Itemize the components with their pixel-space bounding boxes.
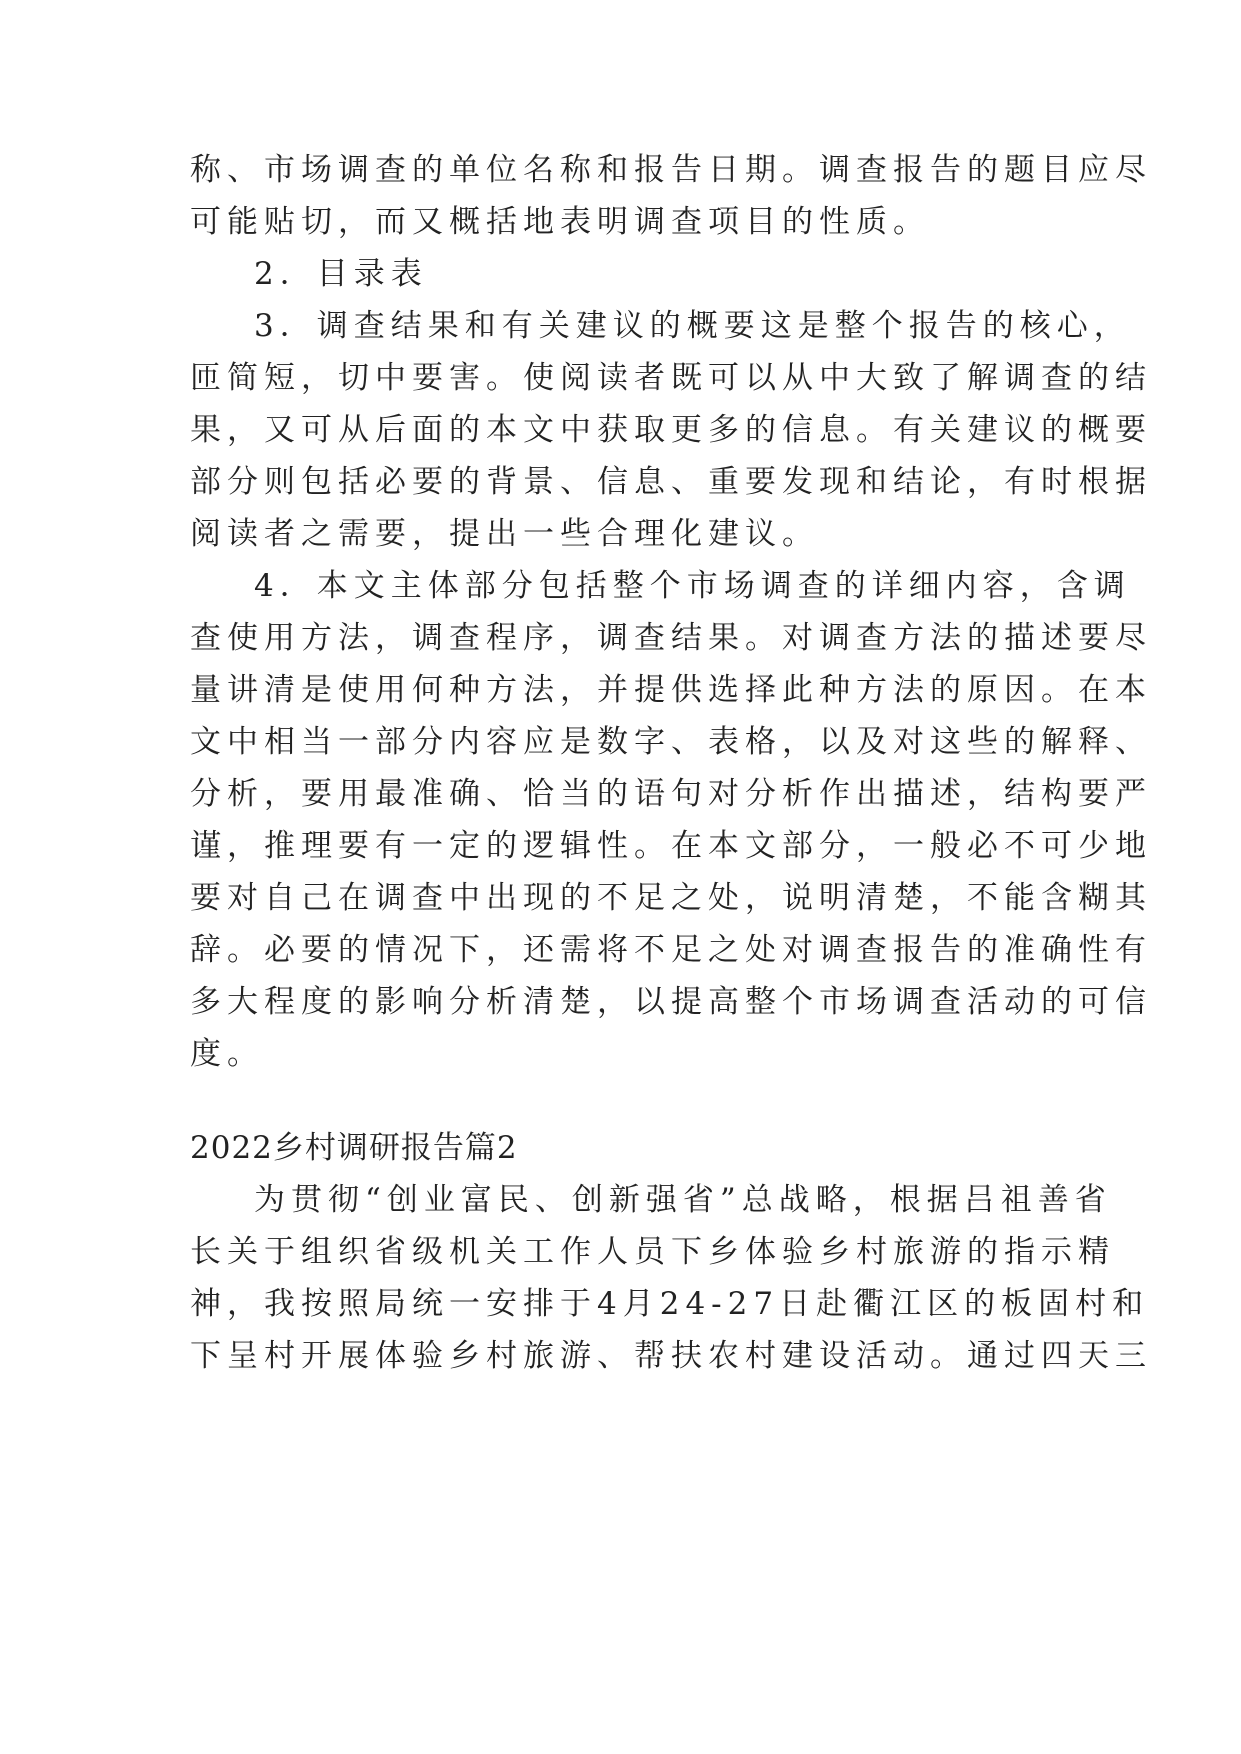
text-line: 多大程度的影响分析清楚，以提高整个市场调查活动的可信 [190, 984, 1152, 1020]
text-line: 量讲清是使用何种方法，并提供选择此种方法的原因。在本 [190, 672, 1152, 708]
text-line: 匝简短，切中要害。使阅读者既可以从中大致了解调查的结 [190, 360, 1152, 396]
text-line: 文中相当一部分内容应是数字、表格，以及对这些的解释、 [190, 724, 1152, 760]
list-item-4-body: 4．本文主体部分包括整个市场调查的详细内容，含调 [254, 568, 1131, 604]
text-line: 阅读者之需要，提出一些合理化建议。 [190, 516, 819, 552]
text-line: 度。 [190, 1036, 264, 1072]
text-line: 部分则包括必要的背景、信息、重要发现和结论，有时根据 [190, 464, 1152, 500]
text-line: 辞。必要的情况下，还需将不足之处对调查报告的准确性有 [190, 932, 1152, 968]
text-line: 查使用方法，调查程序，调查结果。对调查方法的描述要尽 [190, 620, 1152, 656]
text-line: 为贯彻“创业富民、创新强省”总战略，根据吕祖善省 [254, 1182, 1112, 1218]
list-item-3-summary: 3．调查结果和有关建议的概要这是整个报告的核心， [254, 308, 1131, 344]
text-line: 神，我按照局统一安排于4月24-27日赴衢江区的板固村和 [190, 1286, 1150, 1322]
text-line: 谨，推理要有一定的逻辑性。在本文部分，一般必不可少地 [190, 828, 1152, 864]
text-line: 可能贴切，而又概括地表明调查项目的性质。 [190, 204, 930, 240]
text-line: 称、市场调查的单位名称和报告日期。调查报告的题目应尽 [190, 152, 1152, 188]
text-line: 分析，要用最准确、恰当的语句对分析作出描述，结构要严 [190, 776, 1152, 812]
text-line: 果，又可从后面的本文中获取更多的信息。有关建议的概要 [190, 412, 1152, 448]
text-line: 要对自己在调查中出现的不足之处，说明清楚，不能含糊其 [190, 880, 1152, 916]
section-heading: 2022乡村调研报告篇2 [190, 1130, 518, 1166]
text-line: 下呈村开展体验乡村旅游、帮扶农村建设活动。通过四天三 [190, 1338, 1152, 1374]
list-item-2-toc: 2．目录表 [254, 256, 428, 292]
text-line: 长关于组织省级机关工作人员下乡体验乡村旅游的指示精 [190, 1234, 1115, 1270]
